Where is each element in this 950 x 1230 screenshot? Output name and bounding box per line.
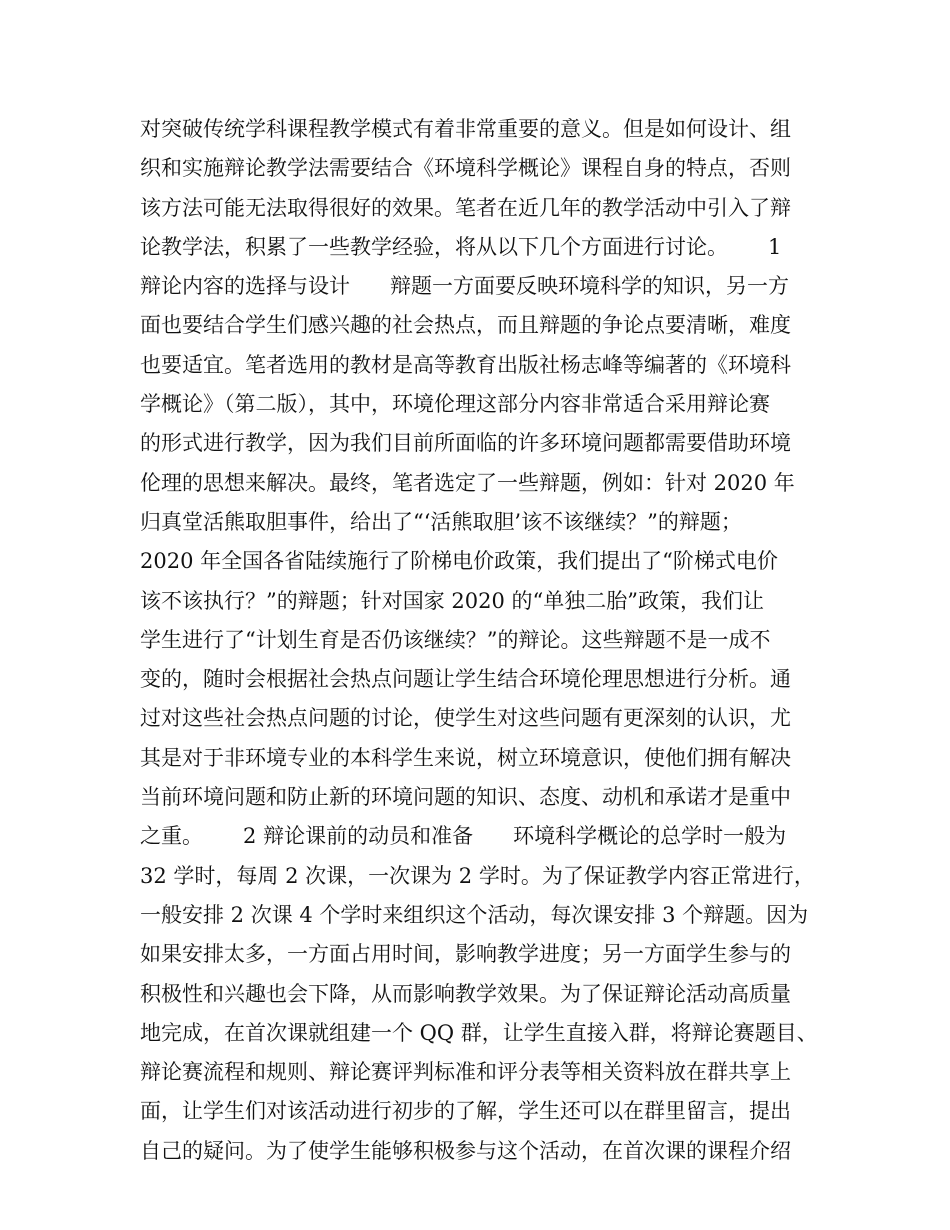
text-line: 归真堂活熊取胆事件，给出了“‘活熊取胆’该不该继续？”的辩题； bbox=[140, 509, 742, 534]
text-line: 伦理的思想来解决。最终，笔者选定了一些辩题，例如：针对 2020 年 bbox=[140, 470, 795, 495]
text-line: 2020 年全国各省陆续施行了阶梯电价政策，我们提出了“阶梯式电价 bbox=[140, 549, 778, 574]
text-line: 32 学时，每周 2 次课，一次课为 2 学时。为了保证教学内容正常进行， bbox=[140, 863, 815, 888]
text-line: 学概论》（第二版），其中，环境伦理这部分内容非常适合采用辩论赛 bbox=[140, 392, 770, 417]
text-line: 也要适宜。笔者选用的教材是高等教育出版社杨志峰等编著的《环境科 bbox=[140, 352, 791, 377]
text-line: 该方法可能无法取得很好的效果。笔者在近几年的教学活动中引入了辩 bbox=[140, 195, 791, 220]
text-line: 学生进行了“计划生育是否仍该继续？”的辩论。这些辩题不是一成不 bbox=[140, 627, 771, 652]
text-line: 织和实施辩论教学法需要结合《环境科学概论》课程自身的特点，否则 bbox=[140, 156, 791, 181]
text-line: 面，让学生们对该活动进行初步的了解，学生还可以在群里留言，提出 bbox=[140, 1099, 791, 1124]
text-line: 面也要结合学生们感兴趣的社会热点，而且辩题的争论点要清晰，难度 bbox=[140, 313, 791, 338]
text-line: 变的，随时会根据社会热点问题让学生结合环境伦理思想进行分析。通 bbox=[140, 667, 791, 692]
text-line: 该不该执行？”的辩题；针对国家 2020 的“单独二胎”政策，我们让 bbox=[140, 588, 764, 613]
text-line: 对突破传统学科课程教学模式有着非常重要的意义。但是如何设计、组 bbox=[140, 117, 791, 141]
text-line: 当前环境问题和防止新的环境问题的知识、态度、动机和承诺才是重中 bbox=[140, 785, 791, 810]
body-text bbox=[140, 110, 820, 1171]
text-line: 其是对于非环境专业的本科学生来说，树立环境意识，使他们拥有解决 bbox=[140, 745, 791, 770]
text-line: 的形式进行教学，因为我们目前所面临的许多环境问题都需要借助环境 bbox=[140, 431, 791, 456]
text-line: 如果安排太多，一方面占用时间，影响教学进度；另一方面学生参与的 bbox=[140, 942, 791, 967]
text-line: 之重。 2 辩论课前的动员和准备 环境科学概论的总学时一般为 bbox=[140, 824, 787, 849]
text-line: 辩论赛流程和规则、辩论赛评判标准和评分表等相关资料放在群共享上 bbox=[140, 1060, 791, 1085]
text-line: 积极性和兴趣也会下降，从而影响教学效果。为了保证辩论活动高质量 bbox=[140, 981, 791, 1006]
text-line: 自己的疑问。为了使学生能够积极参与这个活动，在首次课的课程介绍 bbox=[140, 1138, 791, 1163]
text-line: 一般安排 2 次课 4 个学时来组织这个活动，每次课安排 3 个辩题。因为 bbox=[140, 902, 809, 927]
text-line: 地完成，在首次课就组建一个 QQ 群，让学生直接入群，将辩论赛题目、 bbox=[140, 1020, 818, 1045]
text-line: 辩论内容的选择与设计 辩题一方面要反映环境科学的知识，另一方 bbox=[140, 274, 790, 299]
text-line: 论教学法，积累了一些教学经验，将从以下几个方面进行讨论。 1 bbox=[140, 234, 782, 259]
text-line: 过对这些社会热点问题的讨论，使学生对这些问题有更深刻的认识，尤 bbox=[140, 706, 791, 731]
